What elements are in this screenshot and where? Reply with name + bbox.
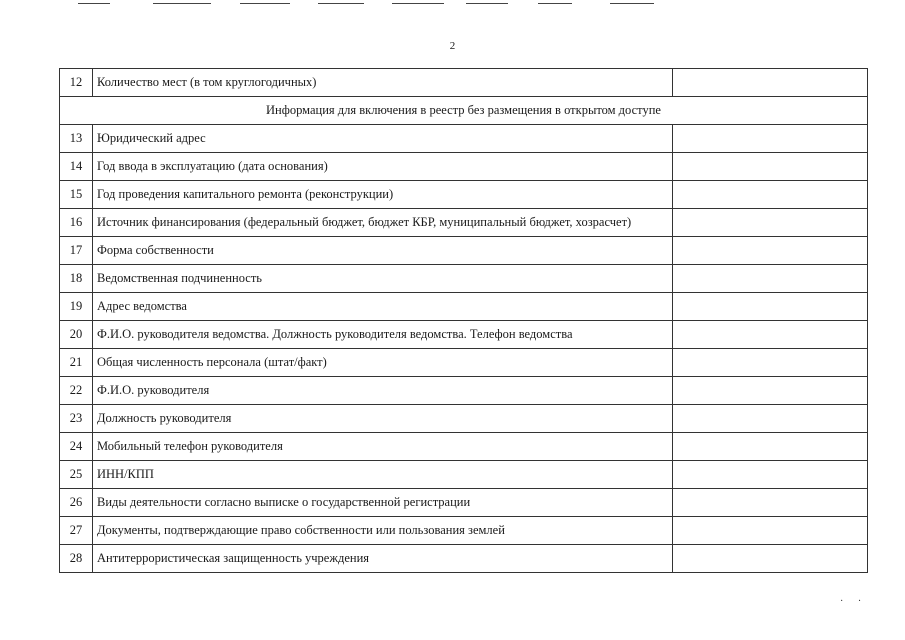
table-row bbox=[60, 349, 868, 377]
row-number: 17 bbox=[60, 237, 93, 265]
table-row bbox=[60, 153, 868, 181]
row-number: 26 bbox=[60, 489, 93, 517]
section-heading: Информация для включения в реестр без размещения в открытом доступе bbox=[60, 97, 868, 125]
row-label: Ф.И.О. руководителя ведомства. Должность руководителя ведомства. Телефон ведомства bbox=[93, 321, 673, 349]
row-label: Должность руководителя bbox=[93, 405, 673, 433]
table-row bbox=[60, 377, 868, 405]
row-label: Адрес ведомства bbox=[93, 293, 673, 321]
row-number: 13 bbox=[60, 125, 93, 153]
row-label: Ф.И.О. руководителя bbox=[93, 377, 673, 405]
row-label: Количество мест (в том круглогодичных) bbox=[93, 69, 673, 97]
row-number: 24 bbox=[60, 433, 93, 461]
table-row bbox=[60, 321, 868, 349]
row-value-cell[interactable] bbox=[673, 321, 868, 349]
row-label: Документы, подтверждающие право собственности или пользования землей bbox=[93, 517, 673, 545]
table-row bbox=[60, 125, 868, 153]
row-value-cell[interactable] bbox=[673, 153, 868, 181]
row-label: Форма собственности bbox=[93, 237, 673, 265]
row-value-cell[interactable] bbox=[673, 489, 868, 517]
row-value-cell[interactable] bbox=[673, 377, 868, 405]
page-number: 2 bbox=[449, 40, 456, 52]
row-number: 23 bbox=[60, 405, 93, 433]
row-value-cell[interactable] bbox=[673, 237, 868, 265]
row-label: Юридический адрес bbox=[93, 125, 673, 153]
row-label: Год проведения капитального ремонта (реконструкции) bbox=[93, 181, 673, 209]
bottom-scan-artifacts: · · bbox=[840, 596, 868, 607]
table-row bbox=[60, 237, 868, 265]
row-value-cell[interactable] bbox=[673, 69, 868, 97]
row-number: 18 bbox=[60, 265, 93, 293]
row-label: ИНН/КПП bbox=[93, 461, 673, 489]
table-row bbox=[60, 461, 868, 489]
row-label: Ведомственная подчиненность bbox=[93, 265, 673, 293]
row-number: 14 bbox=[60, 153, 93, 181]
row-number: 19 bbox=[60, 293, 93, 321]
row-number: 27 bbox=[60, 517, 93, 545]
table-row bbox=[60, 489, 868, 517]
row-value-cell[interactable] bbox=[673, 461, 868, 489]
row-value-cell[interactable] bbox=[673, 545, 868, 573]
row-value-cell[interactable] bbox=[673, 125, 868, 153]
row-value-cell[interactable] bbox=[673, 405, 868, 433]
row-label: Год ввода в эксплуатацию (дата основания) bbox=[93, 153, 673, 181]
table-row bbox=[60, 545, 868, 573]
row-number: 25 bbox=[60, 461, 93, 489]
row-label: Мобильный телефон руководителя bbox=[93, 433, 673, 461]
top-scan-artifacts bbox=[0, 0, 905, 10]
row-value-cell[interactable] bbox=[673, 265, 868, 293]
table-row bbox=[60, 517, 868, 545]
row-number: 21 bbox=[60, 349, 93, 377]
row-number: 16 bbox=[60, 209, 93, 237]
row-number: 28 bbox=[60, 545, 93, 573]
row-value-cell[interactable] bbox=[673, 209, 868, 237]
row-label: Источник финансирования (федеральный бюджет, бюджет КБР, муниципальный бюджет, хозрасчет) bbox=[93, 209, 673, 237]
table-row bbox=[60, 209, 868, 237]
table-row bbox=[60, 405, 868, 433]
table-row bbox=[60, 181, 868, 209]
row-number: 22 bbox=[60, 377, 93, 405]
table-row bbox=[60, 69, 868, 97]
row-value-cell[interactable] bbox=[673, 181, 868, 209]
row-value-cell[interactable] bbox=[673, 517, 868, 545]
table-row bbox=[60, 433, 868, 461]
section-row bbox=[60, 97, 868, 125]
row-label: Общая численность персонала (штат/факт) bbox=[93, 349, 673, 377]
row-number: 15 bbox=[60, 181, 93, 209]
row-value-cell[interactable] bbox=[673, 433, 868, 461]
row-value-cell[interactable] bbox=[673, 349, 868, 377]
row-value-cell[interactable] bbox=[673, 293, 868, 321]
table-row bbox=[60, 293, 868, 321]
table-row bbox=[60, 265, 868, 293]
row-number: 20 bbox=[60, 321, 93, 349]
registry-table bbox=[59, 68, 868, 573]
row-label: Виды деятельности согласно выписке о государственной регистрации bbox=[93, 489, 673, 517]
row-label: Антитеррористическая защищенность учреждения bbox=[93, 545, 673, 573]
row-number: 12 bbox=[60, 69, 93, 97]
